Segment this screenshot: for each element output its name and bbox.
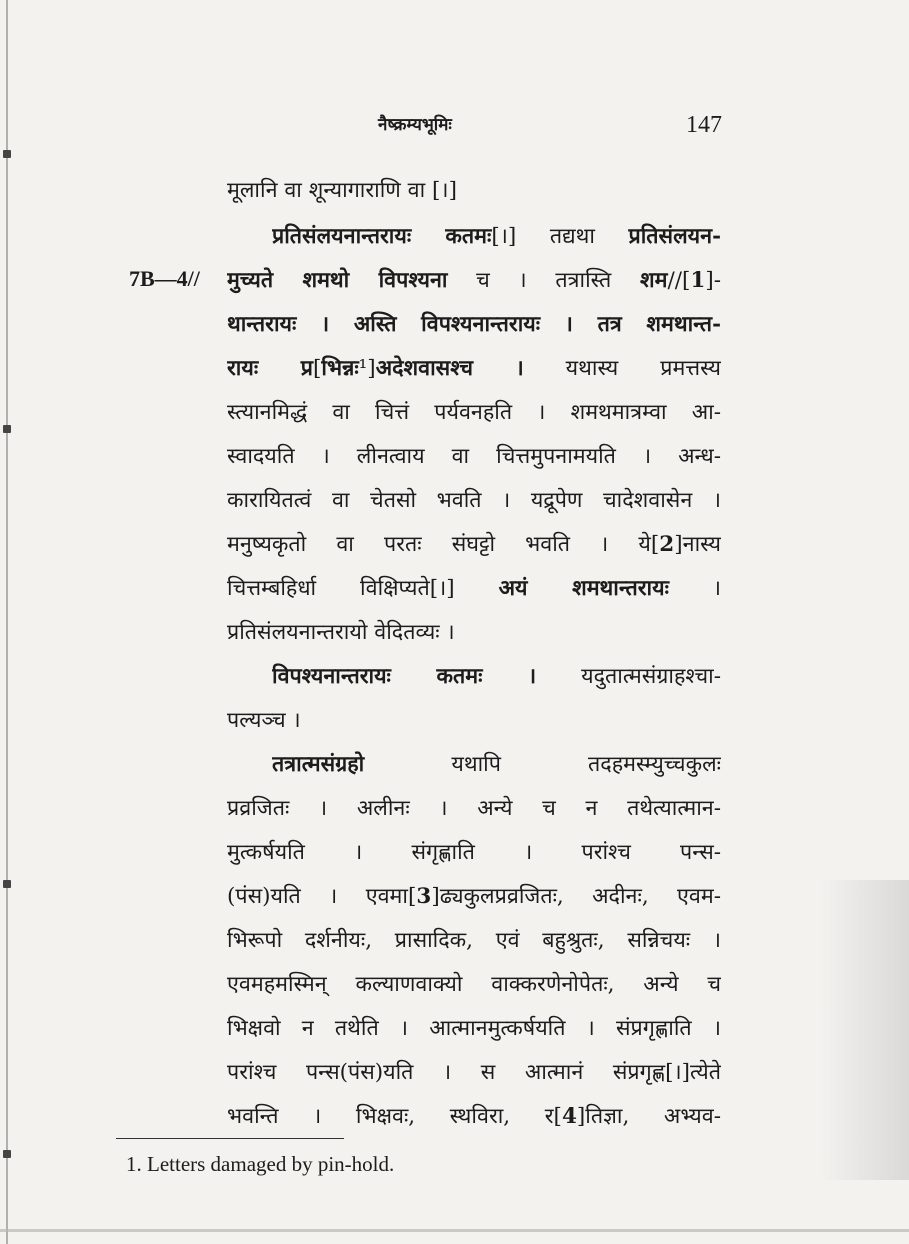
text-line bbox=[227, 1014, 721, 1044]
text-run: स्त्यानमिद्धं वा चित्तं पर्यवनहति । शमथमात्रम्वा आ- bbox=[227, 400, 721, 425]
text-line bbox=[227, 310, 721, 340]
page-gutter-edge bbox=[6, 0, 8, 1244]
text-run: प्रतिसंलयनान्तरायो वेदितव्यः । bbox=[227, 620, 455, 645]
text-run: (पंस)यति । एवमा[ bbox=[227, 884, 417, 909]
binding-mark bbox=[3, 425, 11, 433]
text-run: प्रव्रजितः । अलीनः । अन्ये च न तथेत्यात्मान- bbox=[227, 796, 721, 821]
text-run: ]तिज्ञा, अभ्यव- bbox=[576, 1104, 721, 1129]
text-run: ]ढ्यकुलप्रव्रजितः, अदीनः, एवम- bbox=[431, 884, 721, 909]
text-run: ]- bbox=[705, 268, 721, 293]
text-run: परांश्च पन्स(पंस)यति । स आत्मानं संप्रगृह्ण[।]त्येते bbox=[227, 1060, 721, 1085]
bold-text-run: भिन्नः bbox=[321, 356, 359, 381]
folio-marginal-reference: 7B—4// bbox=[129, 266, 200, 291]
text-line bbox=[227, 486, 721, 516]
text-run: मूलानि वा शून्यागाराणि वा [।] bbox=[227, 178, 457, 203]
bold-text-run: 1 bbox=[690, 268, 706, 293]
text-line bbox=[227, 176, 721, 206]
footnote: 1. Letters damaged by pin-hold. bbox=[126, 1152, 395, 1176]
text-line bbox=[227, 970, 721, 1000]
text-run: [ bbox=[313, 356, 322, 381]
text-line bbox=[227, 618, 721, 648]
text-line bbox=[227, 530, 721, 560]
bold-text-run: 3 bbox=[416, 884, 432, 909]
text-line bbox=[227, 354, 721, 384]
text-run: ¹] bbox=[358, 356, 376, 381]
bold-text-run: 4 bbox=[561, 1104, 577, 1129]
text-run: पल्यञ्च । bbox=[227, 708, 301, 733]
text-line bbox=[227, 398, 721, 428]
text-line bbox=[227, 926, 721, 956]
bold-text-run: विपश्यनान्तरायः कतमः । bbox=[272, 664, 537, 689]
text-line bbox=[227, 266, 721, 296]
text-run: मनुष्यकृतो वा परतः संघट्टो भवति । ये[ bbox=[227, 532, 660, 557]
bold-text-run: शम bbox=[639, 268, 668, 293]
text-run: चित्तम्बहिर्धा विक्षिप्यते[।] bbox=[227, 576, 499, 601]
text-run: यदुतात्मसंग्राहश्चा- bbox=[536, 664, 721, 689]
text-run: ]नास्य bbox=[674, 532, 721, 557]
page-number: 147 bbox=[686, 112, 722, 138]
text-line bbox=[227, 706, 721, 736]
text-run: भिरूपो दर्शनीयः, प्रासादिक, एवं बहुश्रुतः, सन्निचयः । bbox=[227, 928, 721, 953]
bold-text-run: अयं शमथान्तरायः bbox=[498, 576, 669, 601]
text-line bbox=[227, 838, 721, 868]
scan-bottom-edge bbox=[0, 1229, 909, 1232]
text-run: स्वादयति । लीनत्वाय वा चित्तमुपनामयति । अन्ध- bbox=[227, 444, 721, 469]
text-run: //[ bbox=[667, 268, 691, 293]
bold-text-run: मुच्यते शमथो विपश्यना bbox=[227, 268, 448, 293]
text-run: । bbox=[668, 576, 721, 601]
bold-text-run: प्रतिसंलयनान्तरायः कतमः bbox=[272, 224, 492, 249]
text-line bbox=[227, 882, 721, 912]
text-line bbox=[227, 442, 721, 472]
bold-text-run: तत्रात्मसंग्रहो bbox=[272, 752, 365, 777]
text-run: भिक्षवो न तथेति । आत्मानमुत्कर्षयति । संप्रगृह्णाति । bbox=[227, 1016, 721, 1041]
footnote-rule bbox=[116, 1138, 344, 1139]
binding-mark bbox=[3, 150, 11, 158]
text-line bbox=[272, 662, 721, 692]
text-run: [।] तद्यथा bbox=[491, 224, 629, 249]
text-run: यथापि तदहमस्म्युच्चकुलः bbox=[364, 752, 721, 777]
text-run: च । तत्रास्ति bbox=[447, 268, 640, 293]
scan-shadow bbox=[819, 880, 909, 1180]
bold-text-run: रायः प्र bbox=[227, 356, 313, 381]
binding-mark bbox=[3, 880, 11, 888]
text-line bbox=[227, 574, 721, 604]
text-line bbox=[227, 794, 721, 824]
text-line bbox=[272, 750, 721, 780]
binding-mark bbox=[3, 1150, 11, 1158]
text-run: मुत्कर्षयति । संगृह्णाति । परांश्च पन्स- bbox=[227, 840, 721, 865]
text-run: भवन्ति । भिक्षवः, स्थविरा, र[ bbox=[227, 1104, 562, 1129]
text-run: यथास्य प्रमत्तस्य bbox=[523, 356, 721, 381]
text-line bbox=[227, 1058, 721, 1088]
text-run: कारायितत्वं वा चेतसो भवति । यद्रूपेण चादेशवासेन । bbox=[227, 488, 721, 513]
bold-text-run: थान्तरायः । अस्ति विपश्यनान्तरायः । तत्र शमथान्त- bbox=[227, 312, 721, 337]
text-line bbox=[227, 1102, 721, 1132]
bold-text-run: प्रतिसंलयन- bbox=[628, 224, 721, 249]
bold-text-run: अदेशवासश्च । bbox=[375, 356, 524, 381]
running-head: नैष्क्रम्यभूमिः bbox=[378, 115, 452, 135]
text-line bbox=[272, 222, 721, 252]
text-run: एवमहमस्मिन् कल्याणवाक्यो वाक्करणेनोपेतः, अन्ये च bbox=[227, 972, 721, 997]
bold-text-run: 2 bbox=[659, 532, 675, 557]
